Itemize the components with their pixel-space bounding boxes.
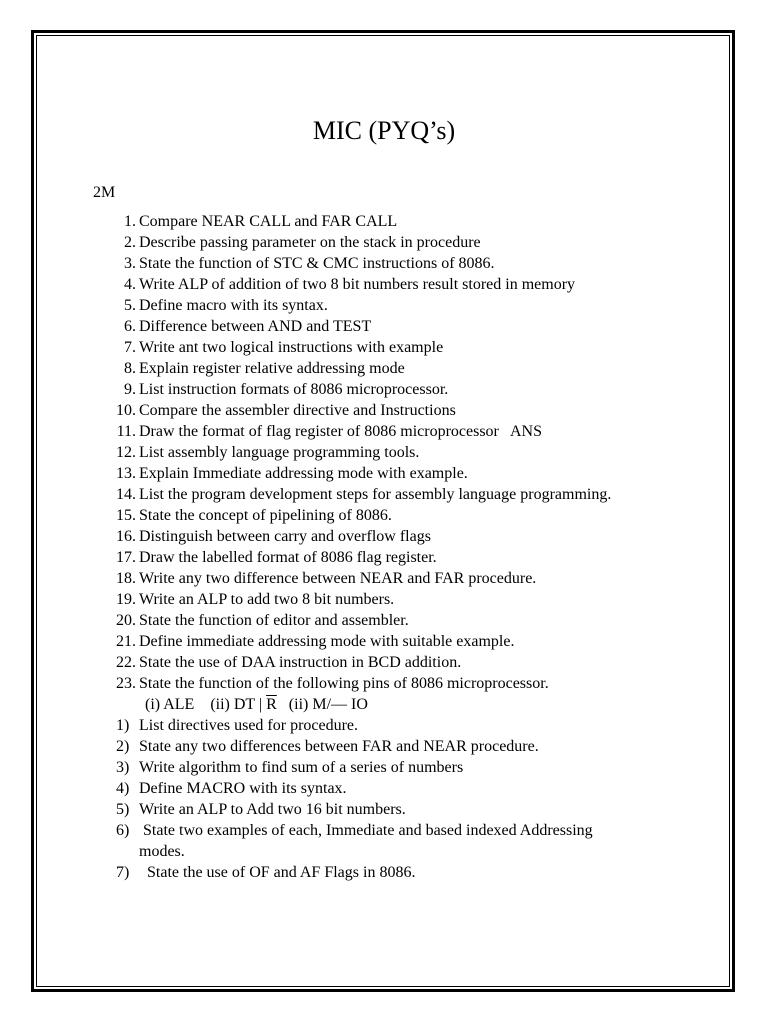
question-number: 5) [116,801,130,818]
question-item [0,570,768,591]
question-number: 23. [116,675,136,692]
question-item [0,780,768,801]
question-number: 16. [116,528,136,545]
question-text: Write any two difference between NEAR and FAR procedure. [139,570,537,587]
question-number: 14. [116,486,136,503]
question-text: State the function of the following pins of 8086 microprocessor. [139,675,549,692]
question-text: State the use of DAA instruction in BCD addition. [139,654,462,671]
question-item [0,864,768,885]
question-item [0,444,768,465]
question-number: 13. [116,465,136,482]
question-number: 21. [116,633,136,650]
question-item [0,465,768,486]
question-text: List instruction formats of 8086 microprocessor. [139,381,449,398]
question-item [0,759,768,780]
question-number: 5. [124,297,136,314]
question-number: 1. [124,213,136,230]
pin-ale: (i) ALE [145,696,195,713]
question-text: Distinguish between carry and overflow flags [139,528,431,545]
question-text: Write algorithm to find sum of a series of numbers [139,759,464,776]
question-item [0,717,768,738]
question-number: 10. [116,402,136,419]
section-heading: 2M [93,184,116,201]
question-item [0,654,768,675]
pin-r-overline: $\overline{R}$ [266,696,277,713]
question-text: Compare NEAR CALL and FAR CALL [139,213,398,230]
question-number: 7. [124,339,136,356]
question-number: 2. [124,234,136,251]
question-number: 4. [124,276,136,293]
question-item [0,738,768,759]
question-item [0,486,768,507]
question-item [0,633,768,654]
question-number: 12. [116,444,136,461]
question-number: 19. [116,591,136,608]
question-text: State the concept of pipelining of 8086. [139,507,392,524]
question-text: List assembly language programming tools. [139,444,420,461]
question-item [0,612,768,633]
question-text: State any two differences between FAR and NEAR procedure. [139,738,539,755]
question-item [0,297,768,318]
question-number: 3. [124,255,136,272]
question-number: 6. [124,318,136,335]
question-item [0,822,768,843]
question-text: Explain Immediate addressing mode with example. [139,465,468,482]
question-text: Write an ALP to Add two 16 bit numbers. [139,801,406,818]
question-text: List directives used for procedure. [139,717,359,734]
question-item [0,255,768,276]
question-item [0,591,768,612]
question-item [0,423,768,444]
question-number: 17. [116,549,136,566]
document-title: MIC (PYQ’s) [312,116,456,145]
question-item [0,213,768,234]
question-item [0,843,768,864]
question-number: 1) [116,717,130,734]
question-number: 18. [116,570,136,587]
question-number: 6) [116,822,130,839]
question-number: 11. [116,423,136,440]
question-number: 15. [116,507,136,524]
pin-dt: (ii) DT | [210,696,263,713]
question-text: Write ant two logical instructions with example [139,339,444,356]
question-text: Difference between AND and TEST [139,318,372,335]
question-text: List the program development steps for assembly language programming. [139,486,612,503]
question-text: State the function of editor and assembler. [139,612,409,629]
question-number: 4) [116,780,130,797]
question-text: Draw the format of flag register of 8086 microprocessor ANS [139,423,542,440]
pins-line [0,696,768,717]
question-number: 8. [124,360,136,377]
question-number: 9. [124,381,136,398]
question-number: 3) [116,759,130,776]
question-item [0,801,768,822]
question-number: 20. [116,612,136,629]
question-text: modes. [139,843,185,860]
question-item [0,276,768,297]
question-text: State the use of OF and AF Flags in 8086. [139,864,416,881]
question-text: Explain register relative addressing mode [139,360,405,377]
question-text: Write an ALP to add two 8 bit numbers. [139,591,395,608]
pin-mio: (ii) M/— IO [288,696,368,713]
question-item [0,675,768,696]
question-text: Write ALP of addition of two 8 bit numbers result stored in memory [139,276,576,293]
question-item [0,507,768,528]
question-text: Define macro with its syntax. [139,297,328,314]
question-item [0,318,768,339]
question-item [0,381,768,402]
question-item [0,402,768,423]
question-item [0,360,768,381]
question-item [0,549,768,570]
question-text: Define immediate addressing mode with suitable example. [139,633,515,650]
question-number: 7) [116,864,130,881]
question-item [0,234,768,255]
question-item [0,339,768,360]
question-number: 22. [116,654,136,671]
question-text: Define MACRO with its syntax. [139,780,347,797]
question-text: State the function of STC & CMC instructions of 8086. [139,255,495,272]
question-text: Draw the labelled format of 8086 flag register. [139,549,437,566]
question-text: State two examples of each, Immediate and based indexed Addressing [139,822,593,839]
question-text: Compare the assembler directive and Instructions [139,402,456,419]
question-number: 2) [116,738,130,755]
question-text: Describe passing parameter on the stack in procedure [139,234,481,251]
question-item [0,528,768,549]
